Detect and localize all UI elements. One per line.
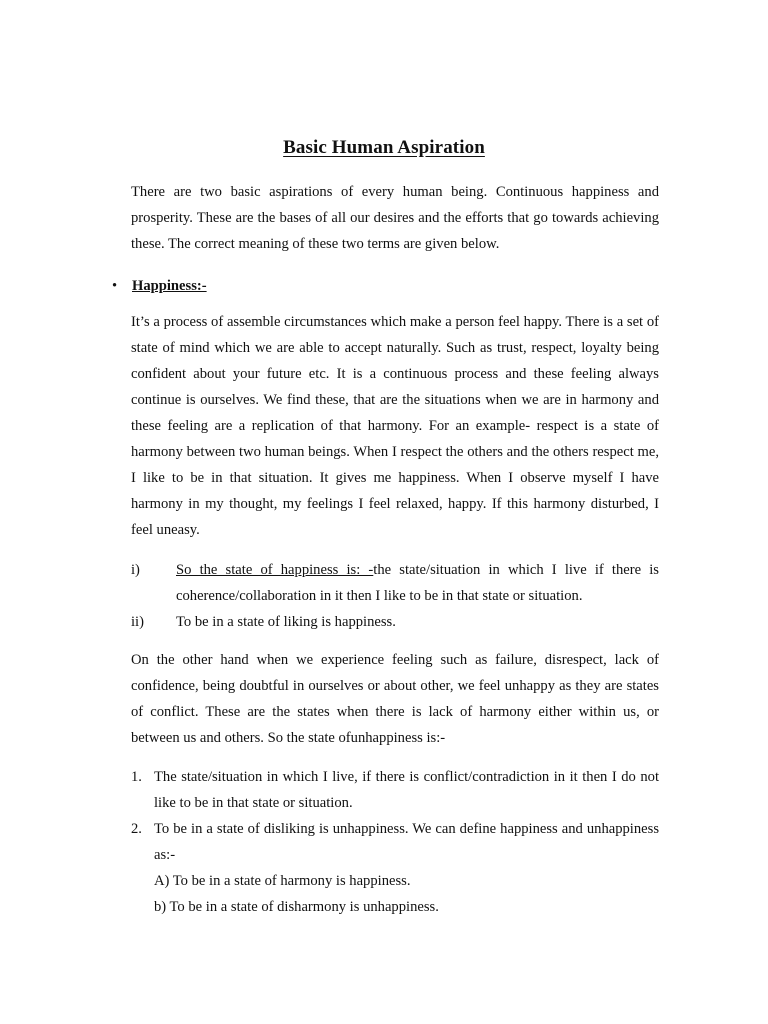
list-item-rest: the state/situation in which I live if there is coherence/collaboration in it then I like to be in that state or situation. — [176, 562, 659, 604]
page-title: Basic Human Aspiration — [283, 137, 485, 158]
list-marker: ii) — [131, 614, 144, 630]
list-marker: i) — [131, 562, 140, 578]
list-item-text — [176, 557, 659, 609]
list-item-text: To be in a state of disliking is unhappiness. We can define happiness and unhappiness as:- — [154, 821, 659, 863]
list-item-text: To be in a state of liking is happiness. — [176, 614, 396, 630]
unhappiness-paragraph: On the other hand when we experience feeling such as failure, disrespect, lack of confidence, being doubtful in ourselves or about other, we feel unhappy as they are states of conflict. These are the states when there is lack of harmony either within us, or between us and others. So the state ofunhappiness is:- — [131, 652, 659, 746]
list-marker: 2. — [131, 821, 142, 837]
bullet-icon: • — [112, 278, 118, 294]
happiness-label: Happiness:- — [132, 278, 207, 294]
definition-item: b) To be in a state of disharmony is unhappiness. — [154, 899, 439, 915]
intro-paragraph: There are two basic aspirations of every human being. Continuous happiness and prosperity. These are the bases of all our desires and the efforts that go towards achieving these. The correct meaning of these two terms are given below. — [131, 184, 659, 252]
list-marker: 1. — [131, 769, 142, 785]
happiness-paragraph: It’s a process of assemble circumstances which make a person feel happy. There is a set of state of mind which we are able to accept naturally. Such as trust, respect, loyalty being confident about your future etc. It is a continuous process and these feeling always continue is ourselves. We find these, that are the situations when we are in harmony and these feeling are a replication of that harmony. For an example- respect is a state of harmony between two human beings. When I respect the others and the others respect me, I like to be in that situation. It gives me happiness. When I observe myself I have harmony in my thought, my feelings I feel relaxed, happy. If this harmony disturbed, I feel uneasy. — [131, 314, 659, 538]
list-item-text: The state/situation in which I live, if there is conflict/contradiction in it then I do not like to be in that state or situation. — [154, 769, 659, 811]
underlined-phrase: So the state of happiness is: - — [176, 562, 374, 578]
definition-item: A) To be in a state of harmony is happiness. — [154, 873, 411, 889]
